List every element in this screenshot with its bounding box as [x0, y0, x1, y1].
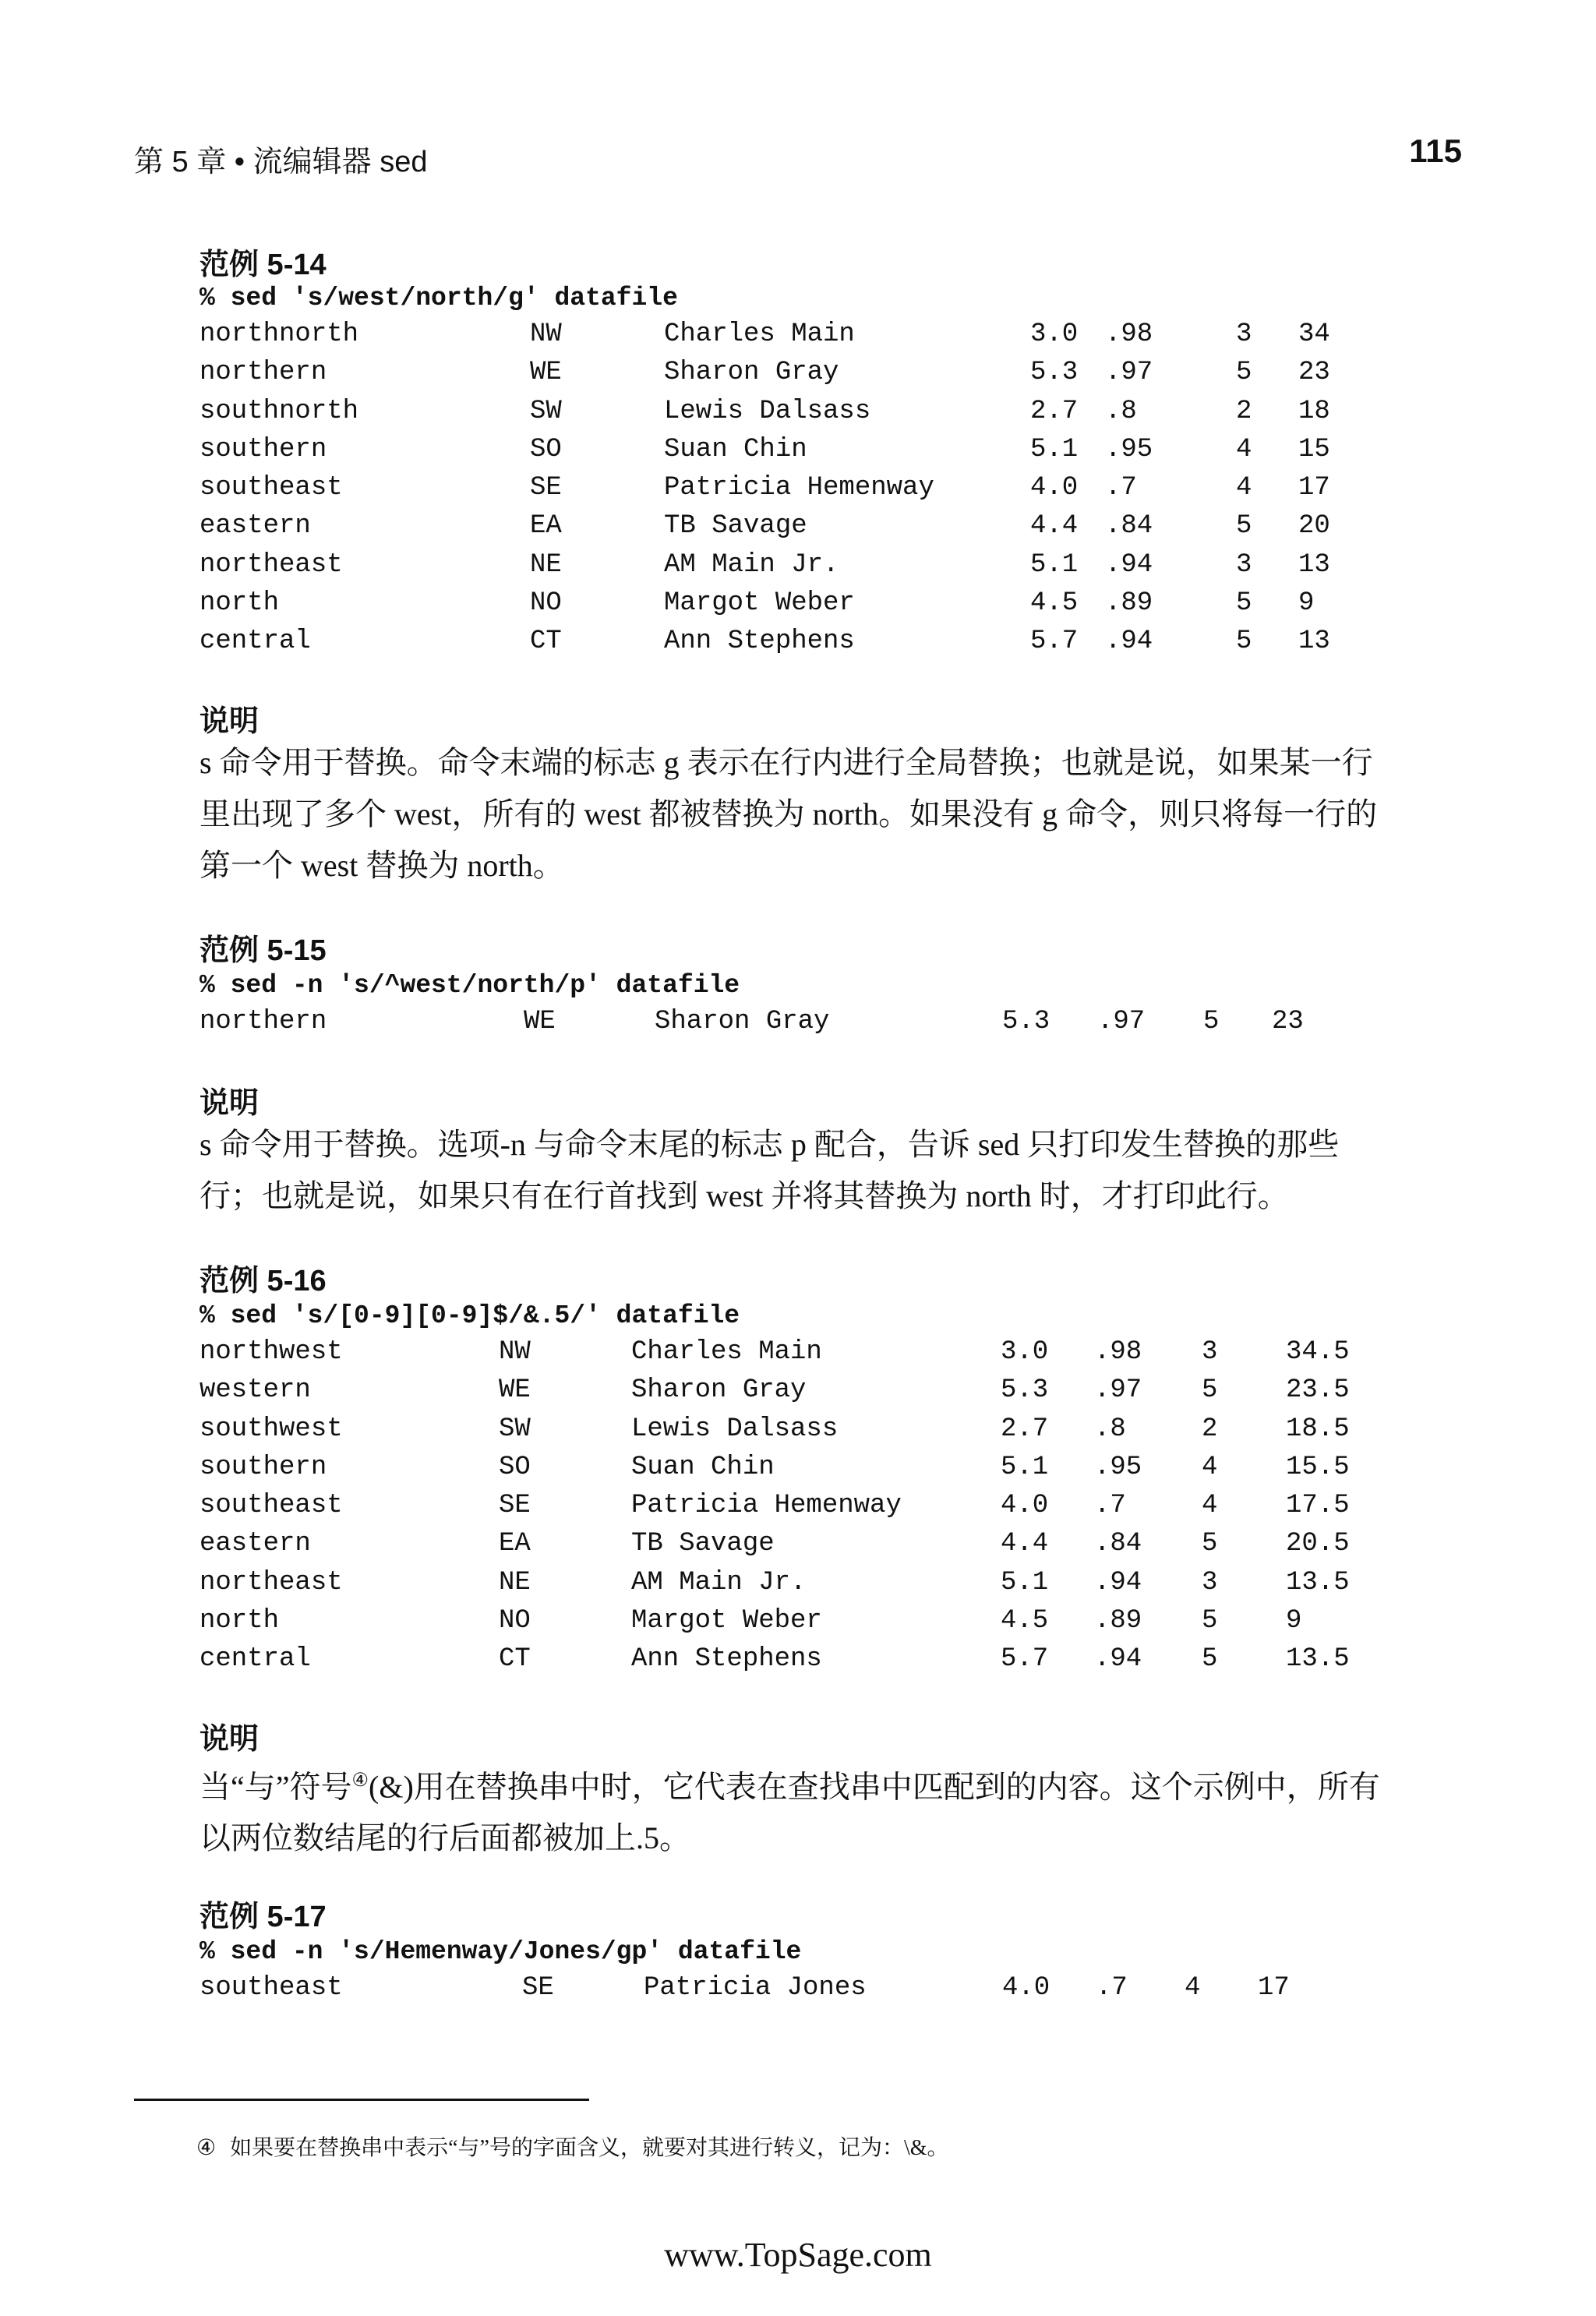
cell-abbr: SW — [499, 1414, 531, 1444]
cell-abbr: SW — [530, 396, 562, 426]
note-title: 说明 — [200, 705, 260, 738]
cell-count: 4 — [1185, 1973, 1201, 2003]
cell-score-a: 3.0 — [1001, 1337, 1049, 1367]
cell-region: southeast — [200, 1491, 343, 1521]
example-title: 范例 5-17 — [200, 1901, 327, 1933]
cell-total: 17.5 — [1286, 1491, 1350, 1521]
cell-score-b: .97 — [1094, 1375, 1142, 1406]
cell-score-a: 3.0 — [1030, 320, 1079, 349]
cell-count: 2 — [1202, 1414, 1218, 1444]
cell-count: 5 — [1202, 1529, 1218, 1559]
cell-score-b: .7 — [1094, 1491, 1126, 1521]
cell-score-b: .7 — [1096, 1973, 1128, 2003]
cell-total: 34.5 — [1286, 1337, 1350, 1367]
explanation-paragraph — [134, 737, 1396, 891]
cell-name: Ann Stephens — [631, 1644, 822, 1675]
cell-name: Margot Weber — [631, 1606, 822, 1636]
cell-total: 17 — [1258, 1973, 1290, 2003]
cell-count: 5 — [1236, 511, 1252, 542]
cell-region: north — [200, 1606, 280, 1636]
cell-total: 9 — [1286, 1606, 1302, 1636]
cell-abbr: NW — [530, 320, 562, 349]
cell-score-b: .89 — [1105, 588, 1153, 619]
cell-name: Ann Stephens — [664, 627, 855, 657]
page-number: 115 — [1409, 132, 1462, 169]
cell-score-a: 5.7 — [1030, 627, 1079, 657]
explanation-text: s 命令用于替换。选项-n 与命令末尾的标志 p 配合，告诉 sed 只打印发生替换的那些行；也就是说，如果只有在行首找到 west 并将其替换为 north 时，才打印此行。 — [200, 1127, 1340, 1213]
command-line: % sed 's/west/north/g' datafile — [200, 284, 678, 312]
cell-score-b: .94 — [1094, 1644, 1142, 1675]
cell-count: 5 — [1236, 588, 1252, 619]
cell-abbr: NE — [530, 549, 562, 580]
cell-name: Suan Chin — [631, 1452, 775, 1482]
cell-score-a: 5.1 — [1001, 1567, 1049, 1598]
cell-region: northnorth — [200, 320, 359, 349]
cell-total: 20 — [1298, 511, 1330, 542]
cell-name: TB Savage — [664, 511, 807, 542]
cell-name: Lewis Dalsass — [631, 1414, 839, 1444]
chapter-title: 第 5 章 • 流编辑器 sed — [134, 146, 428, 178]
cell-total: 9 — [1298, 588, 1315, 619]
cell-abbr: SE — [522, 1973, 554, 2003]
cell-score-b: .97 — [1097, 1007, 1146, 1036]
cell-score-a: 5.3 — [1002, 1007, 1050, 1036]
cell-score-b: .89 — [1094, 1606, 1142, 1636]
cell-abbr: NW — [499, 1337, 531, 1367]
command-line: % sed 's/[0-9][0-9]$/&.5/' datafile — [200, 1301, 740, 1330]
cell-region: southeast — [200, 1973, 343, 2003]
cell-abbr: EA — [530, 511, 562, 542]
cell-abbr: CT — [530, 627, 562, 657]
cell-region: northern — [200, 358, 327, 388]
cell-count: 4 — [1236, 473, 1252, 503]
footnote-mark: ④ — [196, 2136, 217, 2160]
cell-count: 5 — [1202, 1606, 1218, 1636]
explanation-paragraph — [134, 1755, 1396, 1864]
cell-count: 3 — [1236, 320, 1252, 349]
cell-name: Sharon Gray — [631, 1375, 807, 1406]
cell-score-a: 5.3 — [1030, 358, 1079, 388]
cell-score-a: 5.3 — [1001, 1375, 1049, 1406]
cell-score-b: .98 — [1094, 1337, 1142, 1367]
cell-score-a: 2.7 — [1001, 1414, 1049, 1444]
cell-abbr: WE — [499, 1375, 531, 1406]
cell-score-a: 5.7 — [1001, 1644, 1049, 1675]
footnote-divider — [134, 2099, 589, 2101]
cell-abbr: SE — [530, 473, 562, 503]
cell-score-a: 4.0 — [1002, 1973, 1050, 2003]
cell-score-b: .84 — [1105, 511, 1153, 542]
command-line: % sed -n 's/^west/north/p' datafile — [200, 971, 740, 1000]
cell-region: northeast — [200, 549, 343, 580]
note-title: 说明 — [200, 1723, 260, 1756]
cell-count: 2 — [1236, 396, 1252, 426]
cell-abbr: EA — [499, 1529, 531, 1559]
site-url: www.TopSage.com — [664, 2236, 932, 2274]
cell-total: 13 — [1298, 627, 1330, 657]
cell-total: 23.5 — [1286, 1375, 1350, 1406]
footnote-ref: ④ — [351, 1771, 369, 1791]
cell-count: 4 — [1202, 1452, 1218, 1482]
cell-name: Suan Chin — [664, 434, 807, 464]
cell-score-b: .94 — [1094, 1567, 1142, 1598]
footnote — [196, 2131, 949, 2162]
cell-name: Margot Weber — [664, 588, 855, 619]
cell-region: southwest — [200, 1414, 343, 1444]
cell-name: Charles Main — [631, 1337, 822, 1367]
cell-count: 5 — [1236, 627, 1252, 657]
cell-score-b: .8 — [1105, 396, 1137, 426]
cell-count: 4 — [1236, 434, 1252, 464]
cell-name: Lewis Dalsass — [664, 396, 871, 426]
cell-abbr: SO — [530, 434, 562, 464]
cell-score-a: 4.5 — [1030, 588, 1079, 619]
cell-score-a: 5.1 — [1030, 549, 1079, 580]
cell-total: 13 — [1298, 549, 1330, 580]
cell-score-b: .98 — [1105, 320, 1153, 349]
cell-total: 23 — [1272, 1007, 1304, 1036]
cell-count: 3 — [1236, 549, 1252, 580]
cell-score-b: .84 — [1094, 1529, 1142, 1559]
cell-region: eastern — [200, 1529, 311, 1559]
cell-total: 13.5 — [1286, 1644, 1350, 1675]
cell-name: Patricia Hemenway — [664, 473, 934, 503]
cell-region: northwest — [200, 1337, 343, 1367]
cell-total: 18 — [1298, 396, 1330, 426]
cell-score-b: .97 — [1105, 358, 1153, 388]
cell-score-a: 4.5 — [1001, 1606, 1049, 1636]
cell-region: western — [200, 1375, 311, 1406]
cell-total: 15 — [1298, 434, 1330, 464]
cell-count: 5 — [1202, 1644, 1218, 1675]
cell-region: central — [200, 627, 311, 657]
cell-region: southeast — [200, 473, 343, 503]
cell-score-a: 4.4 — [1001, 1529, 1049, 1559]
cell-count: 3 — [1202, 1337, 1218, 1367]
page-header — [134, 132, 1462, 179]
example-title: 范例 5-15 — [200, 934, 327, 967]
cell-name: Patricia Jones — [644, 1973, 867, 2003]
cell-region: southnorth — [200, 396, 359, 426]
cell-count: 4 — [1202, 1491, 1218, 1521]
cell-score-b: .8 — [1094, 1414, 1126, 1444]
cell-count: 5 — [1203, 1007, 1220, 1036]
cell-count: 3 — [1202, 1567, 1218, 1598]
cell-score-b: .95 — [1105, 434, 1153, 464]
cell-name: Charles Main — [664, 320, 855, 349]
cell-region: southern — [200, 1452, 327, 1482]
cell-total: 15.5 — [1286, 1452, 1350, 1482]
explanation-text: s 命令用于替换。命令末端的标志 g 表示在行内进行全局替换；也就是说，如果某一行里出现了多个 west，所有的 west 都被替换为 north。如果没有 g 命令，则只将每一行的第一个 west 替换为 north。 — [200, 745, 1378, 883]
cell-name: Patricia Hemenway — [631, 1491, 902, 1521]
cell-abbr: WE — [530, 358, 562, 388]
cell-abbr: NO — [530, 588, 562, 619]
cell-total: 20.5 — [1286, 1529, 1350, 1559]
cell-region: northeast — [200, 1567, 343, 1598]
cell-score-b: .94 — [1105, 627, 1153, 657]
cell-name: TB Savage — [631, 1529, 775, 1559]
cell-region: north — [200, 588, 280, 619]
cell-total: 34 — [1298, 320, 1330, 349]
cell-region: central — [200, 1644, 311, 1675]
explanation-text: 当“与”符号④(&)用在替换串中时，它代表在查找串中匹配到的内容。这个示例中，所有以两位数结尾的行后面都被加上.5。 — [200, 1769, 1380, 1856]
cell-name: AM Main Jr. — [631, 1567, 807, 1598]
cell-name: Sharon Gray — [655, 1007, 830, 1036]
cell-name: Sharon Gray — [664, 358, 839, 388]
cell-score-b: .7 — [1105, 473, 1137, 503]
cell-count: 5 — [1236, 358, 1252, 388]
cell-name: AM Main Jr. — [664, 549, 839, 580]
cell-abbr: CT — [499, 1644, 531, 1675]
cell-region: southern — [200, 434, 327, 464]
cell-abbr: SO — [499, 1452, 531, 1482]
cell-score-a: 4.0 — [1030, 473, 1079, 503]
cell-region: northern — [200, 1007, 327, 1036]
example-title: 范例 5-14 — [200, 249, 327, 281]
note-title: 说明 — [200, 1087, 260, 1120]
cell-abbr: SE — [499, 1491, 531, 1521]
cell-score-b: .94 — [1105, 549, 1153, 580]
example-title: 范例 5-16 — [200, 1265, 327, 1297]
cell-score-a: 5.1 — [1030, 434, 1079, 464]
cell-score-a: 4.0 — [1001, 1491, 1049, 1521]
cell-score-a: 4.4 — [1030, 511, 1079, 542]
cell-score-b: .95 — [1094, 1452, 1142, 1482]
cell-score-a: 2.7 — [1030, 396, 1079, 426]
cell-abbr: NO — [499, 1606, 531, 1636]
cell-abbr: WE — [524, 1007, 556, 1036]
cell-score-a: 5.1 — [1001, 1452, 1049, 1482]
cell-region: eastern — [200, 511, 311, 542]
cell-total: 18.5 — [1286, 1414, 1350, 1444]
cell-abbr: NE — [499, 1567, 531, 1598]
command-line: % sed -n 's/Hemenway/Jones/gp' datafile — [200, 1937, 802, 1966]
footnote-text: 如果要在替换串中表示“与”号的字面含义，就要对其进行转义，记为：\&。 — [230, 2136, 949, 2160]
explanation-paragraph — [134, 1119, 1396, 1222]
cell-count: 5 — [1202, 1375, 1218, 1406]
cell-total: 23 — [1298, 358, 1330, 388]
cell-total: 17 — [1298, 473, 1330, 503]
cell-total: 13.5 — [1286, 1567, 1350, 1598]
